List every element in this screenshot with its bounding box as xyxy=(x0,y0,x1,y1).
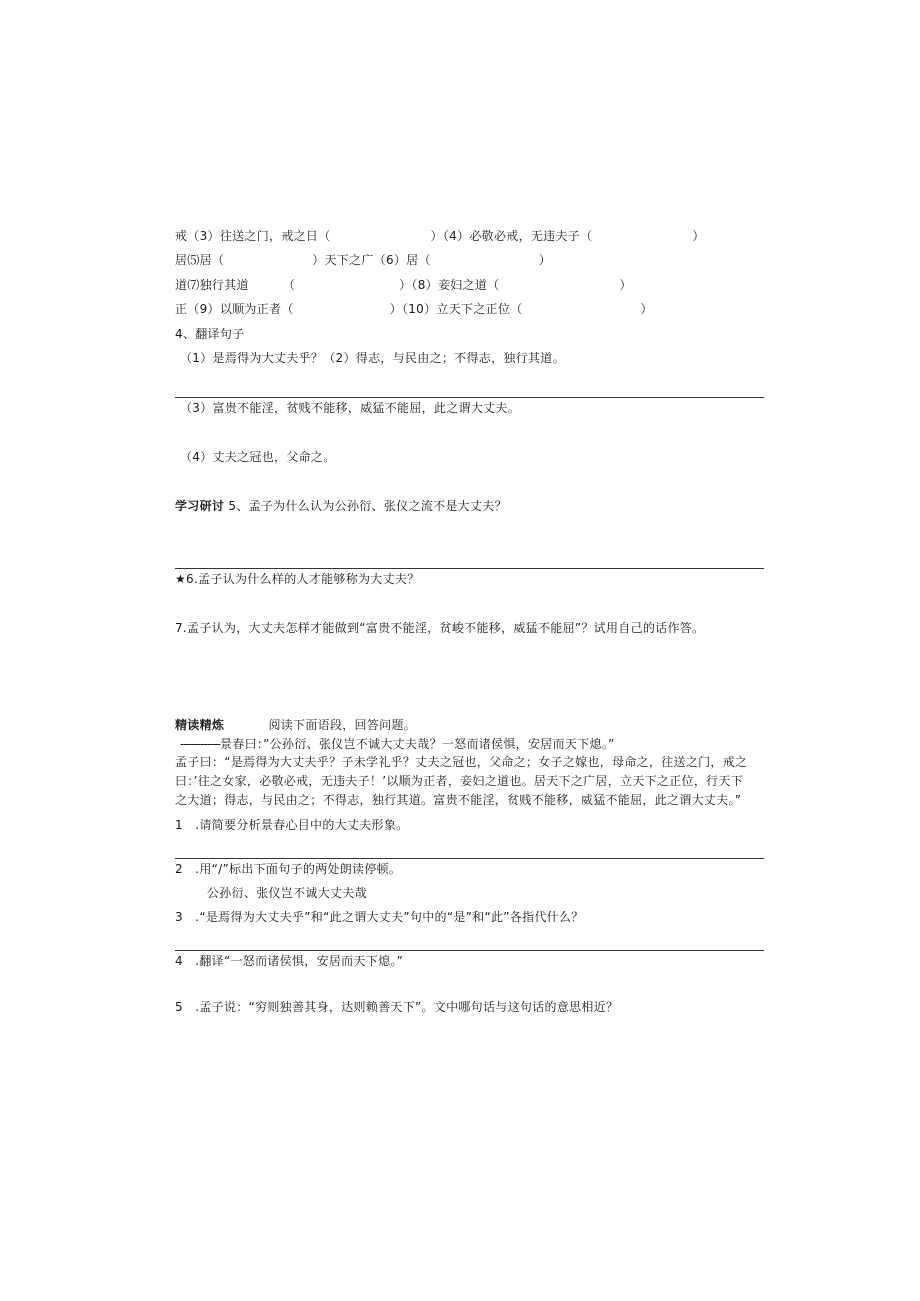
answer-line[interactable] xyxy=(175,858,764,859)
reading-question-2: 2 .用“/”标出下面句子的两处朗读停顿。 xyxy=(175,862,402,876)
study-label: 学习研讨 xyxy=(175,499,225,513)
reading-question-2-sentence[interactable]: 公孙衍、张仪岂不诚大丈夫哉 xyxy=(207,886,367,900)
reading-question-5: 5 .孟子说：“穷则独善其身，达则赖善天下”。文中哪句话与这句话的意思相近？ xyxy=(175,1000,619,1014)
passage-line-2: 孟子曰：“是焉得为大丈夫乎？子未学礼乎？丈夫之冠也，父命之；女子之嫁也，母命之，往送之门，戒之 xyxy=(175,755,748,769)
translate-question-1-2: （1）是焉得为大丈夫乎？（2）得志，与民由之；不得志，独行其道。 xyxy=(180,351,565,365)
vocab-line-2-part-c: ） xyxy=(538,253,552,267)
reading-question-4: 4 .翻译“一怒而诸侯惧，安居而天下熄。” xyxy=(175,954,404,968)
answer-line[interactable] xyxy=(175,397,764,398)
vocab-line-1-part-c: ） xyxy=(692,229,705,243)
passage-line-4: 之大道；得志，与民由之；不得志，独行其道。富贵不能淫，贫贱不能移，威猛不能屈，此之谓大丈夫。” xyxy=(175,793,742,807)
reading-header xyxy=(175,717,416,733)
reading-label: 精读精炼 xyxy=(175,718,225,732)
vocab-line-1-part-a: 戒（3）往送之门，戒之日（ xyxy=(175,229,331,243)
reading-question-1: 1 .请简要分析景春心目中的大丈夫形象。 xyxy=(175,818,409,832)
vocab-line-4 xyxy=(175,301,653,317)
passage-dashes: ------------ xyxy=(180,737,220,751)
translate-question-3: （3）富贵不能淫，贫贱不能移，威猛不能屈，此之谓大丈夫。 xyxy=(180,401,521,415)
passage-line-1-text: 景春曰：”公孙衍、张仪岂不诚大丈夫哉？一怒而诸侯惧，安居而天下熄。” xyxy=(219,737,615,751)
vocab-line-4-part-a: 正（9）以顺为正者（ xyxy=(175,302,294,316)
study-question-6: ★6.孟子认为什么样的人才能够称为大丈夫？ xyxy=(175,572,420,586)
vocab-line-2-part-b: ）天下之广（6）居（ xyxy=(312,253,431,267)
study-question-7: 7.孟子认为，大丈夫怎样才能做到“富贵不能淫，贫峻不能移，威猛不能屈”？试用自己的话作答。 xyxy=(175,621,705,635)
vocab-line-4-part-b: ）（10）立天下之正位（ xyxy=(389,302,523,316)
vocab-line-2 xyxy=(175,252,551,268)
reading-instruction: 阅读下面语段，回答问题。 xyxy=(268,718,417,732)
translate-question-4: （4）丈夫之冠也，父命之。 xyxy=(180,450,336,464)
vocab-line-1 xyxy=(175,228,705,244)
study-question-5 xyxy=(175,498,507,514)
vocab-line-4-part-c: ） xyxy=(640,302,653,316)
translate-heading: 4、翻译句子 xyxy=(175,327,245,341)
vocab-line-3 xyxy=(175,277,632,293)
passage-line-3: 曰：’往之女家，必敬必戒，无违夫子！’以顺为正者，妾妇之道也。居天下之广居，立天下之正位，行天下 xyxy=(175,774,744,788)
study-question-5-text: 5、孟子为什么认为公孙衍、张仪之流不是大丈夫？ xyxy=(228,499,507,513)
answer-line[interactable] xyxy=(175,568,764,569)
passage-line-1 xyxy=(180,736,615,752)
vocab-line-1-part-b: ）（4）必敬必戒，无违夫子（ xyxy=(430,229,593,243)
vocab-line-3-part-a: 道⑺独行其道 xyxy=(175,278,249,292)
reading-question-3: 3 .“是焉得为大丈夫乎”和“此之谓大丈夫”句中的“是”和“此”各指代什么？ xyxy=(175,910,584,924)
vocab-line-3-part-c: ）（8）妾妇之道（ xyxy=(399,278,500,292)
vocab-line-2-part-a: 居⑸居（ xyxy=(175,253,225,267)
answer-line[interactable] xyxy=(175,950,764,951)
vocab-line-3-part-b: （ xyxy=(282,278,296,292)
vocab-line-3-part-d: ） xyxy=(619,278,632,292)
